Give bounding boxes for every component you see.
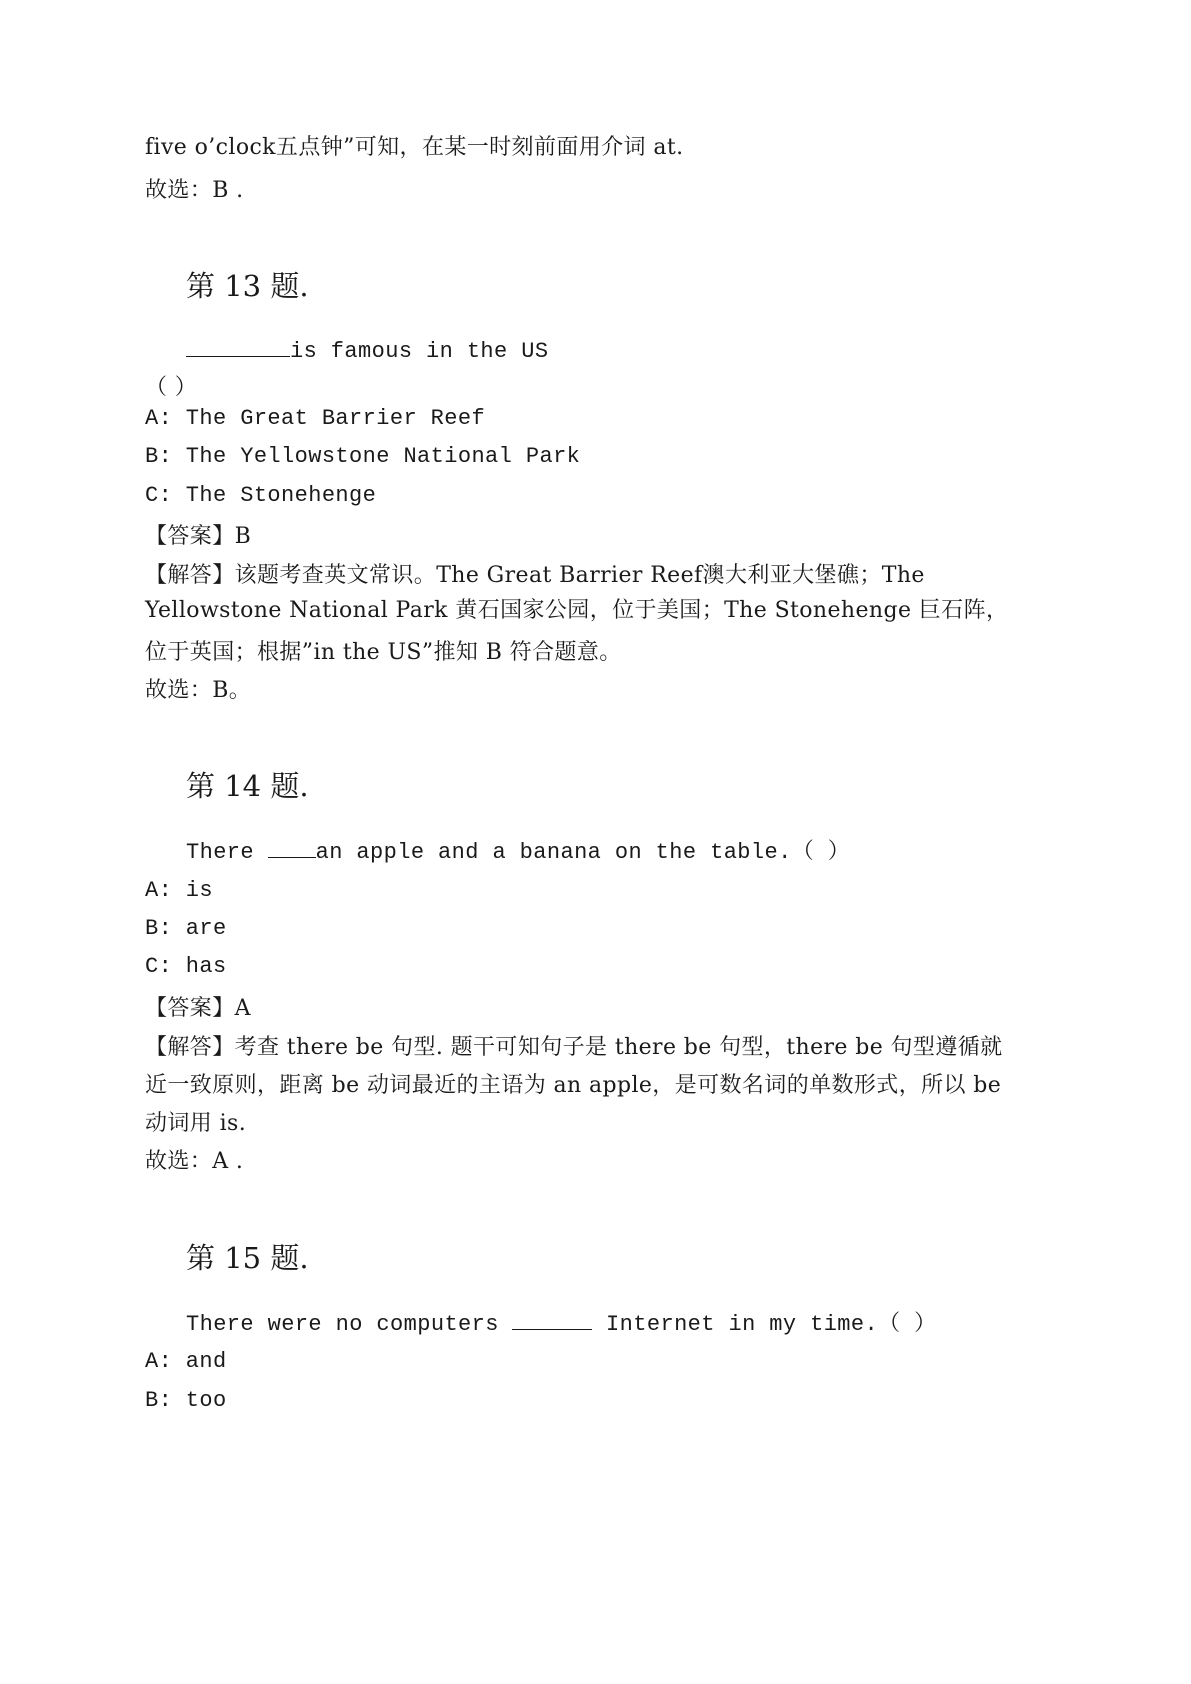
q14-option-c: C: has <box>145 954 227 979</box>
q13-stem-text: is famous in the US <box>290 339 549 364</box>
q13-explanation-line3: 位于英国；根据”in the US”推知 B 符合题意。 <box>145 640 622 665</box>
q14-explanation-line1: 【解答】考查 there be 句型. 题干可知句子是 there be 句型，there be 句型遵循就 <box>145 1035 1003 1060</box>
q15-option-a: A: and <box>145 1349 227 1374</box>
q14-blank <box>268 837 316 858</box>
q14-stem-head: There <box>186 840 268 865</box>
q15-stem-tail: Internet in my time.（ ） <box>592 1312 937 1337</box>
q15-stem-head: There were no computers <box>186 1312 513 1337</box>
q14-conclusion: 故选：A . <box>145 1149 244 1174</box>
q15-blank <box>512 1309 592 1330</box>
q13-stem <box>186 336 548 367</box>
q15-option-b: B: too <box>145 1388 227 1413</box>
q14-stem <box>186 837 850 868</box>
q13-blank <box>186 336 290 357</box>
q13-explanation-line1: 【解答】该题考查英文常识。The Great Barrier Reef澳大利亚大堡礁；The <box>145 563 925 588</box>
q13-conclusion: 故选：B。 <box>145 678 252 703</box>
q13-explanation-line2: Yellowstone National Park 黄石国家公园，位于美国；The Stonehenge 巨石阵， <box>145 598 1009 623</box>
q13-paren: （ ） <box>145 375 198 400</box>
q14-option-a: A: is <box>145 878 214 903</box>
prev-explanation-line: five o’clock五点钟”可知，在某一时刻前面用介词 at. <box>145 135 684 160</box>
q14-heading: 第 14 题. <box>186 769 309 803</box>
prev-conclusion: 故选：B . <box>145 178 244 203</box>
q15-stem <box>186 1309 937 1340</box>
q13-answer: 【答案】B <box>145 524 252 549</box>
q13-option-a: A: The Great Barrier Reef <box>145 406 486 431</box>
q14-explanation-line3: 动词用 is. <box>145 1111 247 1136</box>
q13-heading: 第 13 题. <box>186 269 309 303</box>
q14-option-b: B: are <box>145 916 227 941</box>
q15-heading: 第 15 题. <box>186 1241 309 1275</box>
q14-stem-tail: an apple and a banana on the table.（ ） <box>315 840 851 865</box>
q13-option-c: C: The Stonehenge <box>145 483 377 508</box>
q14-explanation-line2: 近一致原则，距离 be 动词最近的主语为 an apple，是可数名词的单数形式，所以 be <box>145 1073 1002 1098</box>
q14-answer: 【答案】A <box>145 996 251 1021</box>
q13-option-b: B: The Yellowstone National Park <box>145 444 581 469</box>
